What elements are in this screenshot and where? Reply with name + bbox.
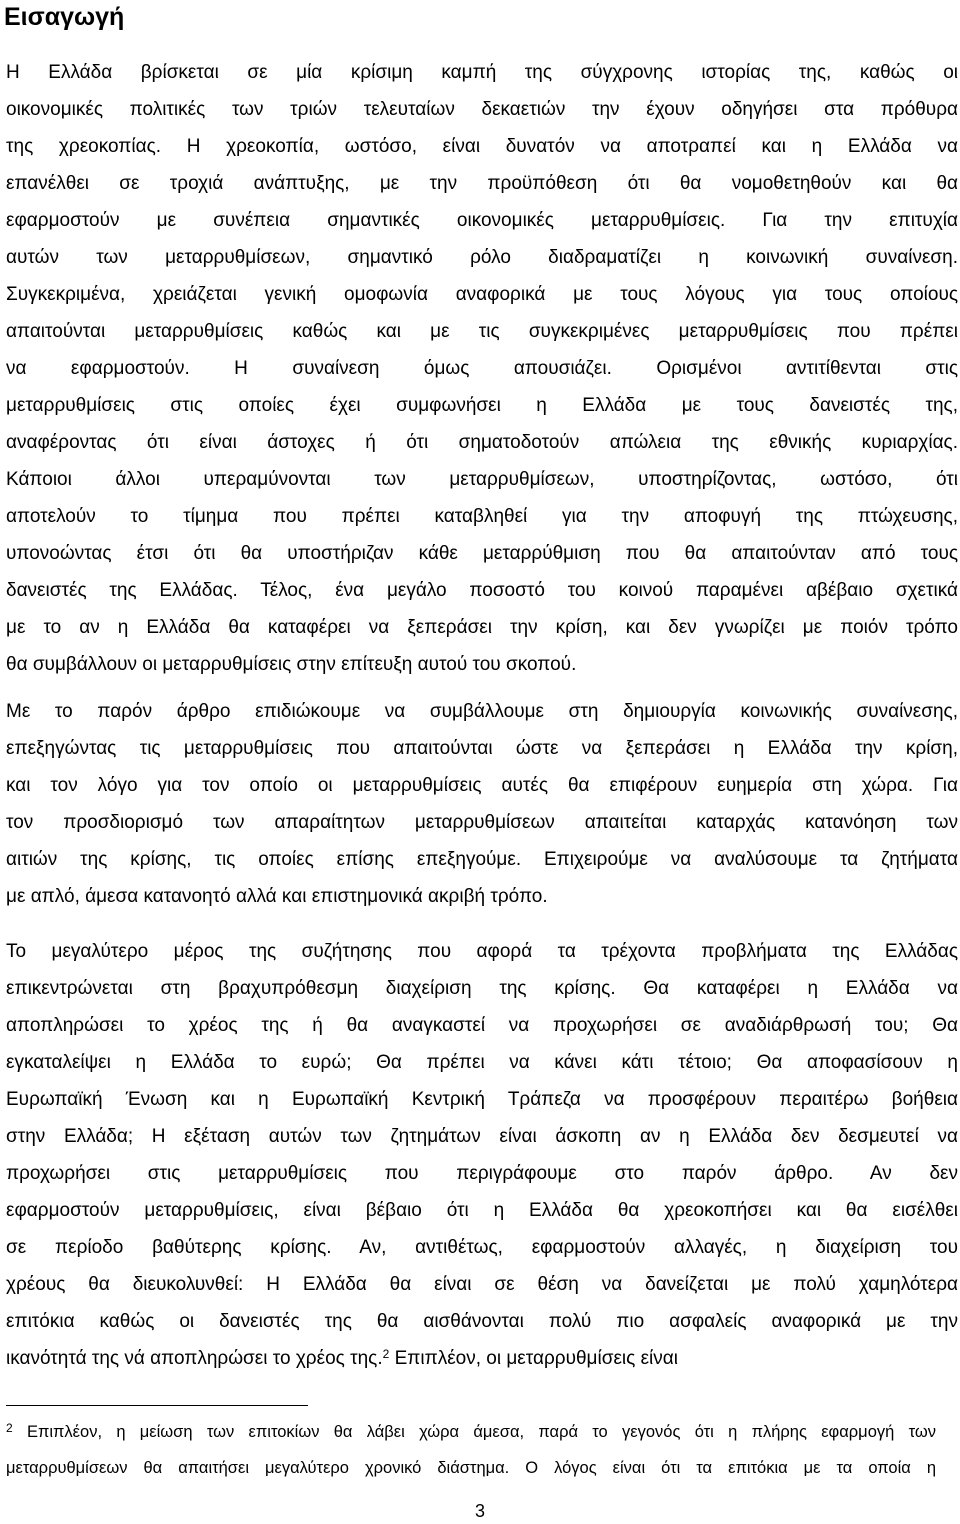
footnote-mark: 2 bbox=[6, 1421, 13, 1435]
text-line-with-footnote-ref bbox=[6, 1340, 958, 1377]
footnote-line bbox=[6, 1414, 936, 1450]
text-line: αυτών των μεταρρυθμίσεων, σημαντικό ρόλο διαδραματίζει η κοινωνική συναίνεση. bbox=[6, 247, 958, 268]
text-line: σε περίοδο βαθύτερης κρίσης. Αν, αντιθέτως, εφαρμοστούν αλλαγές, η διαχείριση του bbox=[6, 1237, 958, 1258]
text-line: εγκαταλείψει η Ελλάδα το ευρώ; Θα πρέπει να κάνει κάτι τέτοιο; Θα αποφασίσουν η bbox=[6, 1052, 958, 1073]
text-line: Κάποιοι άλλοι υπεραμύνονται των μεταρρυθμίσεων, υποστηρίζοντας, ωστόσο, ότι bbox=[6, 469, 958, 490]
text-line: επιτόκια καθώς οι δανειστές της θα αισθάνονται πολύ πιο ασφαλείς αναφορικά με την bbox=[6, 1311, 958, 1332]
text-line: τον προσδιορισμό των απαραίτητων μεταρρυθμίσεων απαιτείται καταρχάς κατανόηση των bbox=[6, 812, 958, 833]
text-line: αποπληρώσει το χρέος της ή θα αναγκαστεί να προχωρήσει σε αναδιάρθρωσή του; Θα bbox=[6, 1015, 958, 1036]
text-line: Ευρωπαϊκή Ένωση και η Ευρωπαϊκή Κεντρική Τράπεζα να προσφέρουν περαιτέρω βοήθεια bbox=[6, 1089, 958, 1110]
text-segment: ικανότητά της νά αποπληρώσει το χρέος της. bbox=[6, 1348, 383, 1369]
text-line: επεξηγώντας τις μεταρρυθμίσεις που απαιτούνται ώστε να ξεπεράσει η Ελλάδα την κρίση, bbox=[6, 738, 958, 759]
text-line: με απλό, άμεσα κατανοητό αλλά και επιστημονικά ακριβή τρόπο. bbox=[6, 886, 548, 907]
text-line: αναφέροντας ότι είναι άστοχες ή ότι σηματοδοτούν απώλεια της εθνικής κυριαρχίας. bbox=[6, 432, 958, 453]
footnote bbox=[6, 1414, 936, 1486]
page-number: 3 bbox=[474, 1501, 485, 1521]
text-line: να εφαρμοστούν. Η συναίνεση όμως απουσιάζει. Ορισμένοι αντιτίθενται στις bbox=[6, 358, 958, 379]
text-line: Συγκεκριμένα, χρειάζεται γενική ομοφωνία αναφορικά με τους λόγους για τους οποίους bbox=[6, 284, 958, 305]
paragraph-3 bbox=[6, 933, 958, 1377]
text-line: εφαρμοστούν μεταρρυθμίσεις, είναι βέβαιο ότι η Ελλάδα θα χρεοκοπήσει και θα εισέλθει bbox=[6, 1200, 958, 1221]
text-line: απαιτούνται μεταρρυθμίσεις καθώς και με τις συγκεκριμένες μεταρρυθμίσεις που πρέπει bbox=[6, 321, 958, 342]
text-line: χρέους θα διευκολυνθεί: Η Ελλάδα θα είναι σε θέση να δανείζεται με πολύ χαμηλότερα bbox=[6, 1274, 958, 1295]
text-line: μεταρρυθμίσεις στις οποίες έχει συμφωνήσει η Ελλάδα με τους δανειστές της, bbox=[6, 395, 958, 416]
text-line: οικονομικές πολιτικές των τριών τελευταίων δεκαετιών την έχουν οδηγήσει στα πρόθυρα bbox=[6, 99, 958, 120]
text-line: αιτιών της κρίσης, τις οποίες επίσης επεξηγούμε. Επιχειρούμε να αναλύσουμε τα ζητήματα bbox=[6, 849, 958, 870]
text-line: της χρεοκοπίας. Η χρεοκοπία, ωστόσο, είναι δυνατόν να αποτραπεί και η Ελλάδα να bbox=[6, 136, 958, 157]
footnote-line: μεταρρυθμίσεων θα απαιτήσει μεγαλύτερο χρονικό διάστημα. Ο λόγος είναι ότι τα επιτόκια με τα οποία η bbox=[6, 1459, 936, 1477]
text-line: με το αν η Ελλάδα θα καταφέρει να ξεπεράσει την κρίση, και δεν γνωρίζει με ποιόν τρόπο bbox=[6, 617, 958, 638]
text-line: επικεντρώνεται στη βραχυπρόθεσμη διαχείριση της κρίσης. Θα καταφέρει η Ελλάδα να bbox=[6, 978, 958, 999]
paragraph-2 bbox=[6, 693, 958, 915]
text-line: υπονοώντας έτσι ότι θα υποστήριζαν κάθε μεταρρύθμιση που θα απαιτούνταν από τους bbox=[6, 543, 958, 564]
text-line: Η Ελλάδα βρίσκεται σε μία κρίσιμη καμπή της σύγχρονης ιστορίας της, καθώς οι bbox=[6, 62, 958, 83]
text-segment: Επιπλέον, η μείωση των επιτοκίων θα λάβει χώρα άμεσα, παρά το γεγονός ότι η πλήρης εφαρμογή των bbox=[12, 1423, 936, 1441]
footnote-separator bbox=[6, 1405, 308, 1406]
text-line: δανειστές της Ελλάδας. Τέλος, ένα μεγάλο ποσοστό του κοινού παραμένει αβέβαιο σχετικά bbox=[6, 580, 958, 601]
text-line: στην Ελλάδα; Η εξέταση αυτών των ζητημάτων είναι άσκοπη αν η Ελλάδα δεν δεσμευτεί να bbox=[6, 1126, 958, 1147]
paragraph-1 bbox=[6, 54, 958, 683]
text-line: Με το παρόν άρθρο επιδιώκουμε να συμβάλλουμε στη δημιουργία κοινωνικής συναίνεσης, bbox=[6, 701, 958, 722]
text-line: Το μεγαλύτερο μέρος της συζήτησης που αφορά τα τρέχοντα προβλήματα της Ελλάδας bbox=[6, 941, 958, 962]
text-line: εφαρμοστούν με συνέπεια σημαντικές οικονομικές μεταρρυθμίσεις. Για την επιτυχία bbox=[6, 210, 958, 231]
text-line: επανέλθει σε τροχιά ανάπτυξης, με την προϋπόθεση ότι θα νομοθετηθούν και θα bbox=[6, 173, 958, 194]
text-line: και τον λόγο για τον οποίο οι μεταρρυθμίσεις αυτές θα επιφέρουν ευημερία στη χώρα. Για bbox=[6, 775, 958, 796]
text-line: αποτελούν το τίμημα που πρέπει καταβληθεί για την αποφυγή της πτώχευσης, bbox=[6, 506, 958, 527]
text-segment: Επιπλέον, οι μεταρρυθμίσεις είναι bbox=[389, 1348, 678, 1369]
text-line: θα συμβάλλουν οι μεταρρυθμίσεις στην επίτευξη αυτού του σκοπού. bbox=[6, 654, 577, 675]
text-line: προχωρήσει στις μεταρρυθμίσεις που περιγράφουμε στο παρόν άρθρο. Αν δεν bbox=[6, 1163, 958, 1184]
section-heading: Εισαγωγή bbox=[4, 3, 125, 31]
footnote-reference[interactable]: 2 bbox=[382, 1347, 390, 1361]
